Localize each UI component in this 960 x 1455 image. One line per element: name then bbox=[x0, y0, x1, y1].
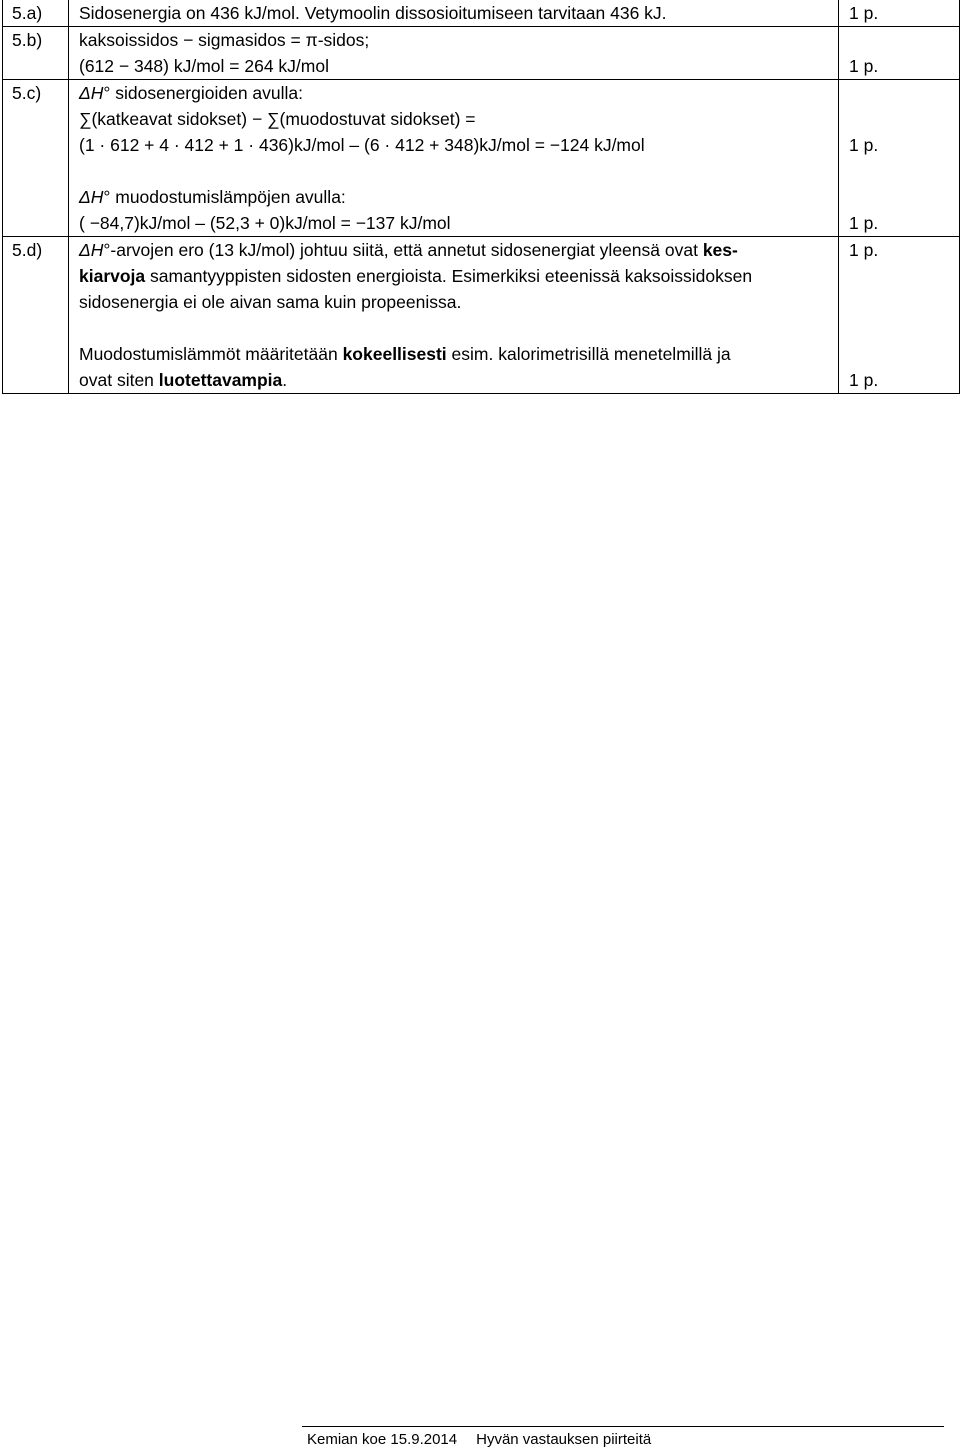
row-label: 5.b) bbox=[3, 27, 69, 79]
row-label: 5.c) bbox=[3, 80, 69, 236]
row-points: 1 p. 1 p. bbox=[849, 135, 879, 233]
row-points: 1 p. 1 p. bbox=[849, 240, 879, 390]
footer-title: Hyvän vastauksen piirteitä bbox=[476, 1431, 652, 1448]
footer-rule bbox=[302, 1426, 944, 1427]
page-footer bbox=[307, 1431, 651, 1448]
content-line: Muodostumislämmöt määritetään kokeellisesti esim. kalorimetrisillä menetelmillä ja bbox=[79, 344, 731, 364]
content-line: (1 · 612 + 4 · 412 + 1 · 436)kJ/mol – (6 · 412 + 348)kJ/mol = −124 kJ/mol bbox=[79, 135, 645, 155]
delta-h-symbol: ΔH bbox=[79, 240, 104, 260]
content-line: (612 − 348) kJ/mol = 264 kJ/mol bbox=[79, 56, 329, 76]
answer-table bbox=[2, 0, 960, 394]
footer-exam: Kemian koe 15.9.2014 bbox=[307, 1431, 458, 1448]
content-line: ΔH°-arvojen ero (13 kJ/mol) johtuu siitä, että annetut sidosenergiat yleensä ovat kes- bbox=[79, 240, 738, 260]
content-line: Sidosenergia on 436 kJ/mol. Vetymoolin dissosioitumiseen tarvitaan 436 kJ. bbox=[79, 3, 667, 23]
row-5c bbox=[3, 79, 959, 236]
row-5b bbox=[3, 26, 959, 79]
row-points: 1 p. bbox=[849, 3, 879, 23]
row-content bbox=[69, 27, 839, 79]
delta-h-symbol: ΔH bbox=[79, 187, 104, 207]
content-line: ∑(katkeavat sidokset) − ∑(muodostuvat sidokset) = bbox=[79, 109, 476, 129]
row-5d bbox=[3, 236, 959, 393]
content-line: kaksoissidos − sigmasidos = π-sidos; bbox=[79, 30, 370, 50]
content-line: ovat siten luotettavampia. bbox=[79, 370, 288, 390]
row-content bbox=[69, 237, 839, 393]
row-content bbox=[69, 0, 839, 26]
row-label: 5.a) bbox=[3, 0, 69, 26]
row-content bbox=[69, 80, 839, 236]
content-line: ΔH° muodostumislämpöjen avulla: bbox=[79, 187, 346, 207]
content-line: ( −84,7)kJ/mol – (52,3 + 0)kJ/mol = −137 kJ/mol bbox=[79, 213, 451, 233]
row-label: 5.d) bbox=[3, 237, 69, 393]
content-line: sidosenergia ei ole aivan sama kuin propeenissa. bbox=[79, 292, 462, 312]
row-points: 1 p. bbox=[849, 56, 879, 76]
delta-h-symbol: ΔH bbox=[79, 83, 104, 103]
row-5a bbox=[3, 0, 959, 26]
content-line: ΔH° sidosenergioiden avulla: bbox=[79, 83, 304, 103]
content-line: kiarvoja samantyyppisten sidosten energioista. Esimerkiksi eteenissä kaksoissidoksen bbox=[79, 266, 753, 286]
